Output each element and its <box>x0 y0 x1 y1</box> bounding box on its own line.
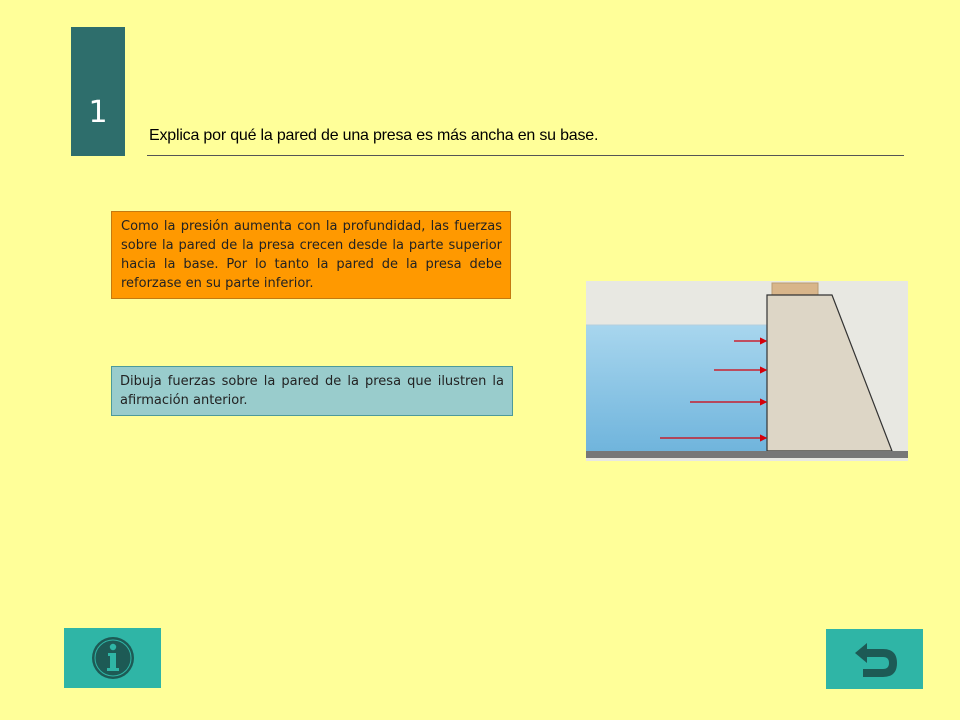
question-text: Explica por qué la pared de una presa es más ancha en su base. <box>149 127 599 144</box>
answer-text: Como la presión aumenta con la profundidad, las fuerzas sobre la pared de la presa crecen desde la parte superior hacia la base. Por lo tanto la pared de la presa debe reforzase en su parte inferior. <box>121 219 502 291</box>
dam-illustration <box>586 281 908 461</box>
info-button[interactable] <box>64 628 161 688</box>
water <box>586 325 767 453</box>
task-box <box>111 366 513 416</box>
info-icon <box>89 634 137 682</box>
question-number-text: 1 <box>88 95 108 130</box>
return-arrow-icon <box>849 637 901 681</box>
answer-box <box>111 211 511 299</box>
question-underline <box>147 155 904 156</box>
task-text: Dibuja fuerzas sobre la pared de la presa que ilustren la afirmación anterior. <box>120 374 504 408</box>
question-number <box>71 27 125 156</box>
dam-top-block <box>772 283 818 295</box>
back-button[interactable] <box>826 629 923 689</box>
ground <box>586 451 908 458</box>
